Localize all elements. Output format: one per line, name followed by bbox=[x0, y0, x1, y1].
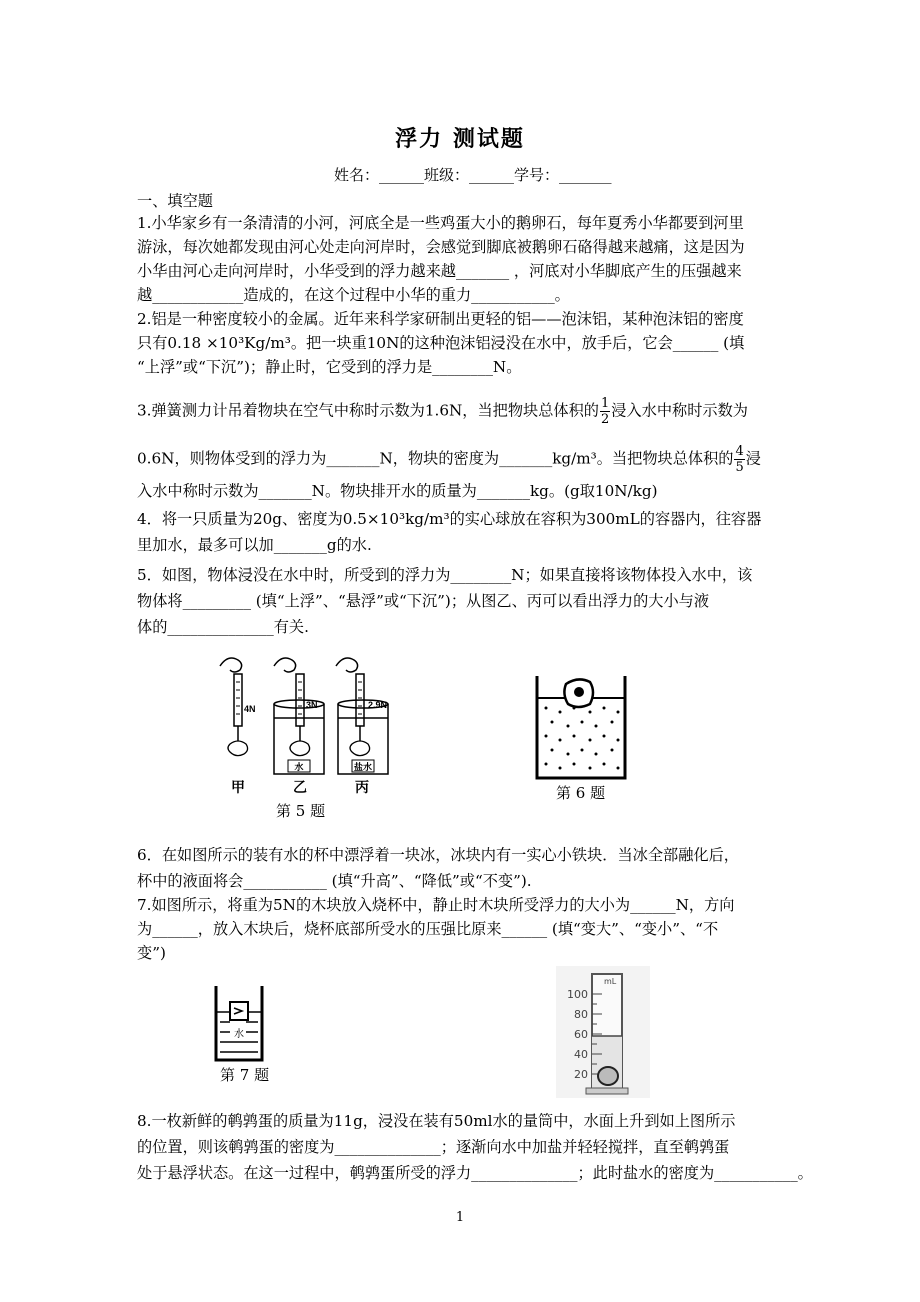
tick-20: 20 bbox=[574, 1068, 588, 1081]
q3-line-1-text-b: 浸入水中称时示数为 bbox=[611, 401, 748, 420]
cylinder-unit: mL bbox=[604, 977, 617, 986]
q3-line-2 bbox=[137, 444, 761, 475]
student-info-line: 姓名：______班级：______学号：_______ bbox=[334, 166, 612, 184]
q4-line-1: 4．将一只质量为20g、密度为0.5×10³kg/m³的实心球放在容积为300mL的容器内，往容器 bbox=[137, 510, 762, 528]
liquid-water-label: 水 bbox=[294, 763, 304, 773]
q8-line-2: 的位置，则该鹌鹑蛋的密度为______________；逐渐向水中加盐并轻轻搅拌，直至鹌鹑蛋 bbox=[137, 1138, 730, 1156]
reading-yi: 3N bbox=[306, 700, 318, 710]
figure-7-caption: 第 7 题 bbox=[220, 1066, 270, 1084]
figure-5-caption: 第 5 题 bbox=[276, 802, 326, 820]
q8-line-1: 8.一枚新鲜的鹌鹑蛋的质量为11g，浸没在装有50ml水的量筒中，水面上升到如上图所示 bbox=[137, 1112, 736, 1130]
label-bing: 丙 bbox=[355, 780, 369, 796]
q7-line-2: 为______，放入木块后，烧杯底部所受水的压强比原来______ (填“变大”、“变小”、“不 bbox=[137, 920, 719, 938]
q7-line-3: 变”) bbox=[137, 944, 166, 962]
q7-line-1: 7.如图所示，将重为5N的木块放入烧杯中，静止时木块所受浮力的大小为______N，方向 bbox=[137, 896, 735, 914]
q3-line-1 bbox=[137, 396, 748, 427]
q1-line-2: 游泳，每次她都发现由河心处走向河岸时，会感觉到脚底被鹅卵石硌得越来越痛，这是因为 bbox=[137, 238, 745, 256]
tick-80: 80 bbox=[574, 1008, 588, 1021]
reading-jia: 4N bbox=[244, 704, 256, 714]
q1-line-3: 小华由河心走向河岸时，小华受到的浮力越来越_______ ，河底对小华脚底产生的压强越来 bbox=[137, 262, 742, 280]
q6-line-2: 杯中的液面将会___________ (填“升高”、“降低”或“不变”). bbox=[137, 872, 532, 890]
figure-6-caption: 第 6 题 bbox=[556, 784, 606, 802]
q3-line-2-text-b: 浸 bbox=[745, 449, 761, 468]
q6-line-1: 6．在如图所示的装有水的杯中漂浮着一块冰，冰块内有一实心小铁块．当冰全部融化后， bbox=[137, 846, 739, 864]
q8-line-3: 处于悬浮状态。在这一过程中，鹌鹑蛋所受的浮力______________；此时盐水的密度为___________。 bbox=[137, 1164, 813, 1182]
fraction-four-fifths: $\frac{4}{5}$ bbox=[735, 444, 744, 475]
q4-line-2: 里加水，最多可以加_______g的水. bbox=[137, 536, 372, 554]
q5-line-2: 物体将_________ (填“上浮”、“悬浮”或“下沉”)；从图乙、丙可以看出浮力的大小与液 bbox=[137, 592, 710, 610]
q2-line-2: 只有0.18 ×10³Kg/m³。把一块重10N的这种泡沫铝浸没在水中，放手后，它会______ (填 bbox=[137, 334, 745, 352]
section-heading: 一、填空题 bbox=[137, 192, 213, 210]
fraction-half: $\frac{1}{2}$ bbox=[601, 396, 610, 427]
tick-40: 40 bbox=[574, 1048, 588, 1061]
q2-line-1: 2.铝是一种密度较小的金属。近年来科学家研制出更轻的铝——泡沫铝，某种泡沫铝的密度 bbox=[137, 310, 744, 328]
q1-line-4: 越____________造成的，在这个过程中小华的重力___________。 bbox=[137, 286, 570, 304]
tick-100: 100 bbox=[567, 988, 588, 1001]
figure-6-cup bbox=[534, 672, 628, 782]
figure-7-beaker bbox=[212, 982, 266, 1064]
q1-line-1: 1.小华家乡有一条清清的小河，河底全是一些鸡蛋大小的鹅卵石，每年夏秀小华都要到河里 bbox=[137, 214, 744, 232]
q2-line-3: “上浮”或“下沉”)；静止时，它受到的浮力是________N。 bbox=[137, 358, 522, 376]
figure-7-liquid-label: 水 bbox=[234, 1029, 244, 1040]
q5-line-3: 体的______________有关. bbox=[137, 618, 309, 636]
tick-60: 60 bbox=[574, 1028, 588, 1041]
liquid-brine-label: 盐水 bbox=[353, 763, 373, 773]
figure-5-spring-scales bbox=[210, 652, 400, 797]
page-title: 浮力 测试题 bbox=[395, 126, 525, 152]
figure-8-graduated-cylinder bbox=[556, 966, 650, 1098]
reading-bing: 2.9N bbox=[368, 700, 388, 710]
q5-line-1: 5．如图，物体浸没在水中时，所受到的浮力为________N；如果直接将该物体投入水中，该 bbox=[137, 566, 753, 584]
q3-line-1-text-a: 3.弹簧测力计吊着物块在空气中称时示数为1.6N，当把物块总体积的 bbox=[137, 401, 599, 420]
page-number: 1 bbox=[455, 1210, 465, 1225]
q3-line-3: 入水中称时示数为_______N。物块排开水的质量为_______kg。(g取10N/kg) bbox=[137, 482, 658, 500]
label-jia: 甲 bbox=[231, 780, 245, 796]
label-yi: 乙 bbox=[293, 780, 307, 796]
q3-line-2-text-a: 0.6N，则物体受到的浮力为_______N，物块的密度为_______kg/m³。当把物块总体积的 bbox=[137, 449, 734, 468]
